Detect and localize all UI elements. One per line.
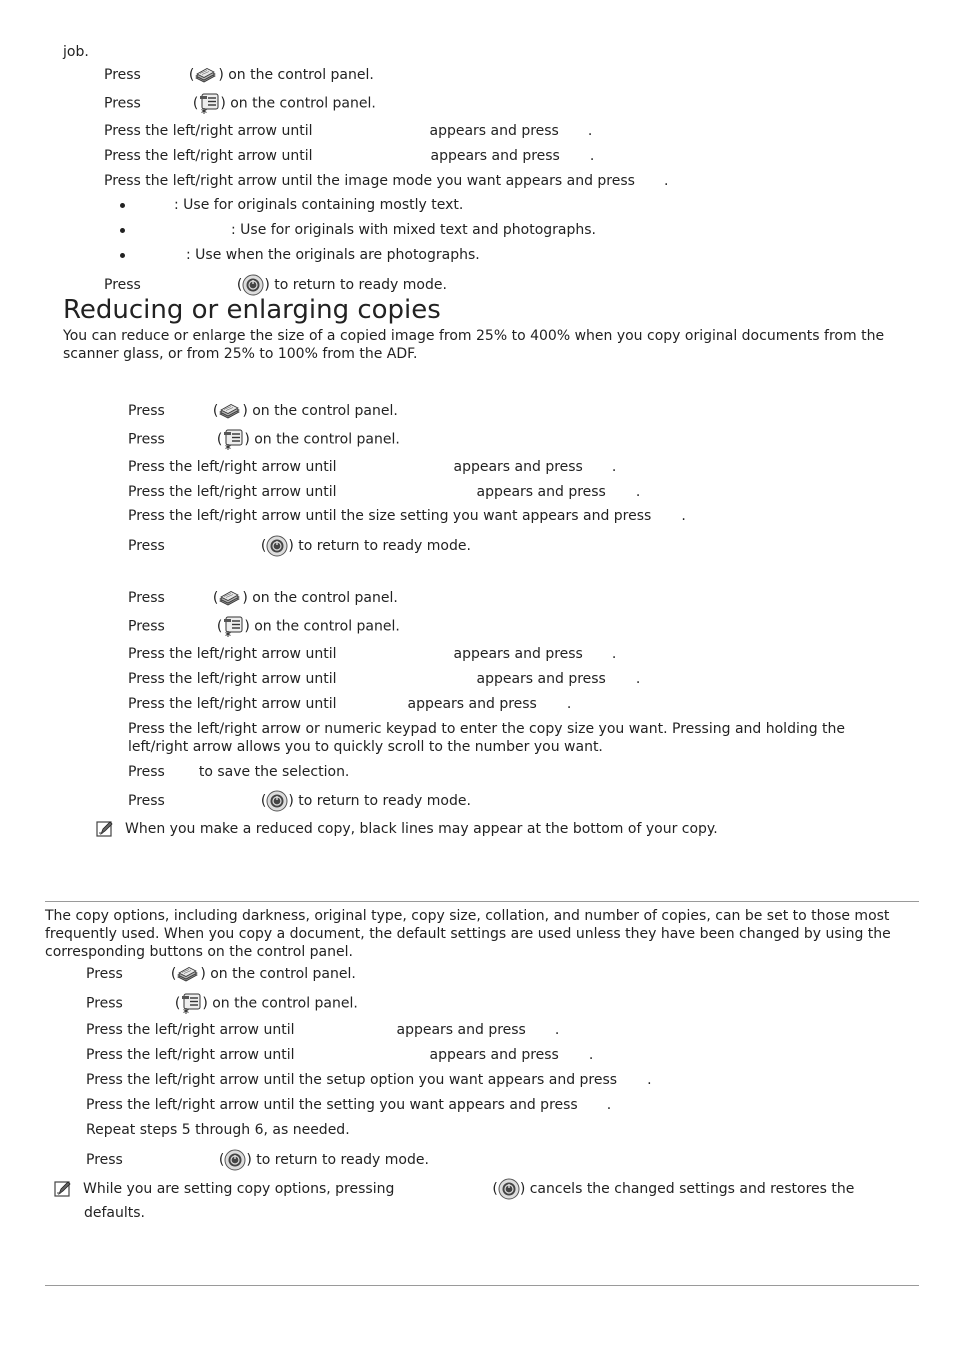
- step-press-stop: Press ( ) to return to ready mode.: [86, 1149, 429, 1171]
- menu-icon: [198, 92, 220, 115]
- bullet-photo-mode: : Use when the originals are photographs.: [186, 247, 480, 263]
- step-press-copy: Press ( ) on the control panel.: [128, 590, 398, 606]
- step-keypad-size: Press the left/right arrow or numeric keypad to enter the copy size you want. Pressing and holding the left/right arrow allows you to quickly scroll to the number you want.: [128, 721, 846, 755]
- step-arrow-custom: Press the left/right arrow until appears and press .: [128, 696, 572, 712]
- default-intro: The copy options, including darkness, original type, copy size, collation, and number of copies, can be set to those most frequently used. When you copy a document, the default settings are used unless they have been changed by using the corresponding buttons on the control panel.: [45, 908, 891, 960]
- step-press-copy: Press ( ) on the control panel.: [104, 67, 374, 83]
- step-arrow-copy-feature: Press the left/right arrow until appears and press .: [128, 646, 617, 662]
- step-press-menu: Press ( ) on the control panel.: [86, 992, 358, 1015]
- section-divider: [45, 1285, 919, 1286]
- press-label: Press: [104, 67, 141, 83]
- step-arrow-copy-setup: Press the left/right arrow until appears and press .: [86, 1047, 594, 1063]
- step-repeat: Repeat steps 5 through 6, as needed.: [86, 1122, 350, 1138]
- menu-icon: [180, 992, 202, 1015]
- copy-icon: [176, 964, 200, 984]
- bullet-text-mode: : Use for originals containing mostly text.: [174, 197, 464, 213]
- copy-icon: [218, 588, 242, 608]
- note-pencil-icon: [54, 1180, 72, 1198]
- step-press-menu: Press ( ) on the control panel.: [104, 92, 376, 115]
- note-cancel-settings: While you are setting copy options, pressing ( ) cancels the changed settings and restores the: [54, 1178, 854, 1200]
- menu-icon: [222, 615, 244, 638]
- note-pencil-icon: [96, 820, 114, 838]
- step-save-selection: Press to save the selection.: [128, 764, 350, 780]
- step-choose-size: Press the left/right arrow until the size setting you want appears and press .: [128, 508, 686, 524]
- step-arrow-system-setup: Press the left/right arrow until appears and press .: [86, 1022, 560, 1038]
- step-press-copy: Press ( ) on the control panel.: [86, 966, 356, 982]
- step-arrow-reduce-enlarge: Press the left/right arrow until appears and press .: [128, 671, 641, 687]
- step-arrow-reduce-enlarge: Press the left/right arrow until appears and press .: [128, 484, 641, 500]
- step-press-copy: Press ( ) on the control panel.: [128, 403, 398, 419]
- copy-icon: [218, 401, 242, 421]
- reduce-intro: You can reduce or enlarge the size of a copied image from 25% to 400% when you copy original documents from the scanner glass, or from 25% to 100% from the ADF.: [63, 328, 885, 362]
- section-divider: [45, 901, 919, 902]
- bullet-mixed-mode: : Use for originals with mixed text and photographs.: [231, 222, 597, 238]
- copy-icon: [194, 65, 218, 85]
- job-text: job.: [63, 44, 89, 60]
- bullet-dot: [120, 228, 125, 233]
- step-arrow-original-type: Press the left/right arrow until appears and press .: [104, 148, 595, 164]
- stop-clear-icon: [266, 535, 288, 557]
- note-cancel-settings-continued: defaults.: [84, 1205, 146, 1221]
- menu-icon: [222, 428, 244, 451]
- step-press-stop: Press ( ) to return to ready mode.: [104, 274, 447, 296]
- bullet-dot: [120, 203, 125, 208]
- note-reduced-copy: When you make a reduced copy, black lines may appear at the bottom of your copy.: [96, 820, 718, 838]
- step-press-menu: Press ( ) on the control panel.: [128, 428, 400, 451]
- step-choose-setting: Press the left/right arrow until the setting you want appears and press .: [86, 1097, 612, 1113]
- step-press-stop: Press ( ) to return to ready mode.: [128, 535, 471, 557]
- step-arrow-copy-feature: Press the left/right arrow until appears and press .: [128, 459, 617, 475]
- step-arrow-copy-feature: Press the left/right arrow until appears and press .: [104, 123, 593, 139]
- bullet-dot: [120, 253, 125, 258]
- step-choose-image-mode: Press the left/right arrow until the image mode you want appears and press .: [104, 173, 669, 189]
- step-choose-setup-option: Press the left/right arrow until the setup option you want appears and press .: [86, 1072, 652, 1088]
- stop-clear-icon: [498, 1178, 520, 1200]
- step-press-menu: Press ( ) on the control panel.: [128, 615, 400, 638]
- stop-clear-icon: [224, 1149, 246, 1171]
- stop-clear-icon: [266, 790, 288, 812]
- step-press-stop: Press ( ) to return to ready mode.: [128, 790, 471, 812]
- section-heading-reduce-enlarge: Reducing or enlarging copies: [63, 295, 441, 325]
